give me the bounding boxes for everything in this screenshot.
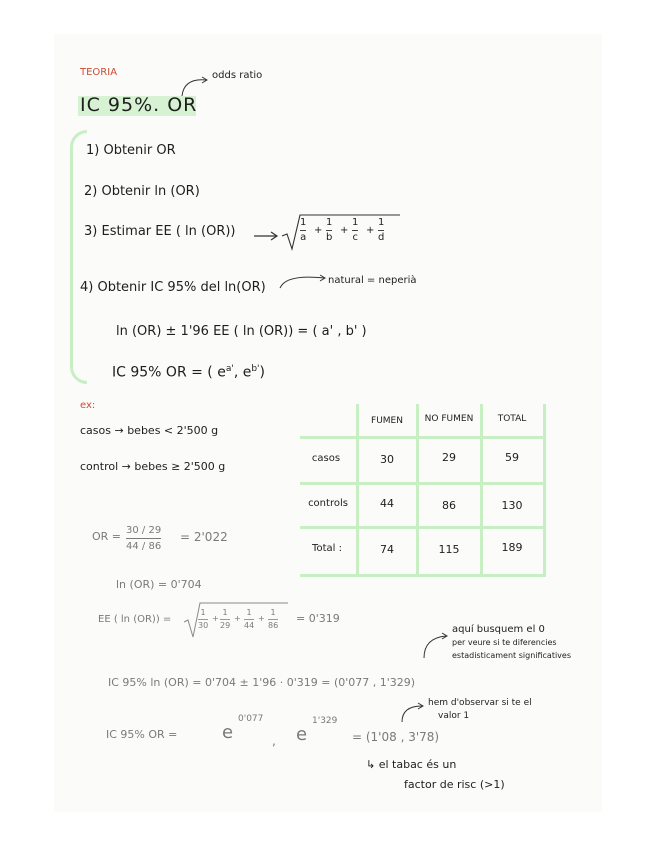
row-label-total: Total : [312,543,342,554]
ic-or-prefix: IC 95% OR = [106,728,178,741]
contingency-table [300,398,548,578]
or-fraction: 30 / 29 44 / 86 [126,525,162,552]
title-annotation: odds ratio [212,70,263,81]
table-cell: 29 [442,451,456,464]
page-title: IC 95%. OR [80,94,198,116]
fraction-c: 1 c [352,217,359,243]
ee-fraction-3: 1 44 [244,608,255,630]
ee-fraction-2: 1 29 [220,608,231,630]
table-cell: 130 [501,499,523,512]
ic-ln-or: IC 95% ln (OR) = 0'704 ± 1'96 · 0'319 = (0'077 , 1'329) [108,676,416,689]
step-2: 2) Obtenir ln (OR) [84,184,200,199]
table-cell: 74 [380,543,394,556]
row-label-casos: casos [311,453,341,464]
table-cell: 44 [380,497,394,510]
exp-2: 1'329 [312,716,338,726]
or-result: = 2'022 [180,530,228,544]
table-cell: 30 [380,453,394,466]
conclusion-line-2: factor de risc (>1) [404,778,505,791]
note-2-line-2: valor 1 [438,711,470,721]
ci-or-formula: IC 95% OR = ( $e^{a'}$, $e^{b'}$) [112,364,265,381]
exp-1: 0'077 [238,714,264,724]
plus-sign: + [314,225,323,236]
note-2-arrow [398,700,428,724]
step-4-annotation: natural = neperià [328,275,417,286]
header-total: TOTAL [497,414,527,424]
row-label-controls: controls [308,498,348,509]
ee-fraction-4: 1 86 [268,608,279,630]
step-3: 3) Estimar EE ( ln (OR)) [84,224,236,239]
odds-ratio-arrow [176,70,216,100]
step-1: 1) Obtenir OR [86,143,176,158]
table-cell: 115 [438,543,460,556]
header-fumen: FUMEN [371,416,403,426]
conclusion-line-1: ↳ el tabac és un [366,758,457,771]
ee-result: = 0'319 [296,612,340,625]
fraction-d: 1 d [378,217,385,243]
arrow-icon [252,230,282,242]
section-label: TEORIA [80,67,118,78]
ln-or-value: ln (OR) = 0'704 [116,578,202,591]
ci-ln-formula: ln (OR) ± 1'96 EE ( ln (OR)) = ( a' , b' ) [116,324,367,339]
natural-arrow [276,270,332,292]
plus-sign: + [366,225,375,236]
fraction-a: 1 a [300,217,307,243]
ee-prefix: EE ( ln (OR)) = [98,614,172,625]
note-1-line-2: per veure si te diferencies [452,638,557,647]
cases-definition: casos → bebes < 2'500 g [80,424,219,437]
note-arrow [418,630,452,660]
exp-e-2: e [296,724,308,745]
table-cell: 86 [442,499,456,512]
note-2-line-1: hem d'observar si te el [428,698,532,708]
ic-or-result: = (1'08 , 3'78) [352,730,440,744]
fraction-b: 1 b [326,217,333,243]
ee-fraction-1: 1 30 [198,608,209,630]
plus-sign: + [340,225,349,236]
note-1-line-3: estadisticament significatives [452,651,572,660]
table-cell: 59 [505,451,519,464]
header-no-fumen: NO FUMEN [424,414,474,424]
note-1-line-1: aquí busquem el 0 [452,624,545,635]
steps-brace [70,130,87,384]
example-label: ex: [80,400,96,411]
or-prefix: OR = [92,530,122,543]
exp-e-1: e [222,722,234,743]
table-cell: 189 [501,541,523,554]
control-definition: control → bebes ≥ 2'500 g [80,460,226,473]
step-4: 4) Obtenir IC 95% del ln(OR) [80,280,266,295]
